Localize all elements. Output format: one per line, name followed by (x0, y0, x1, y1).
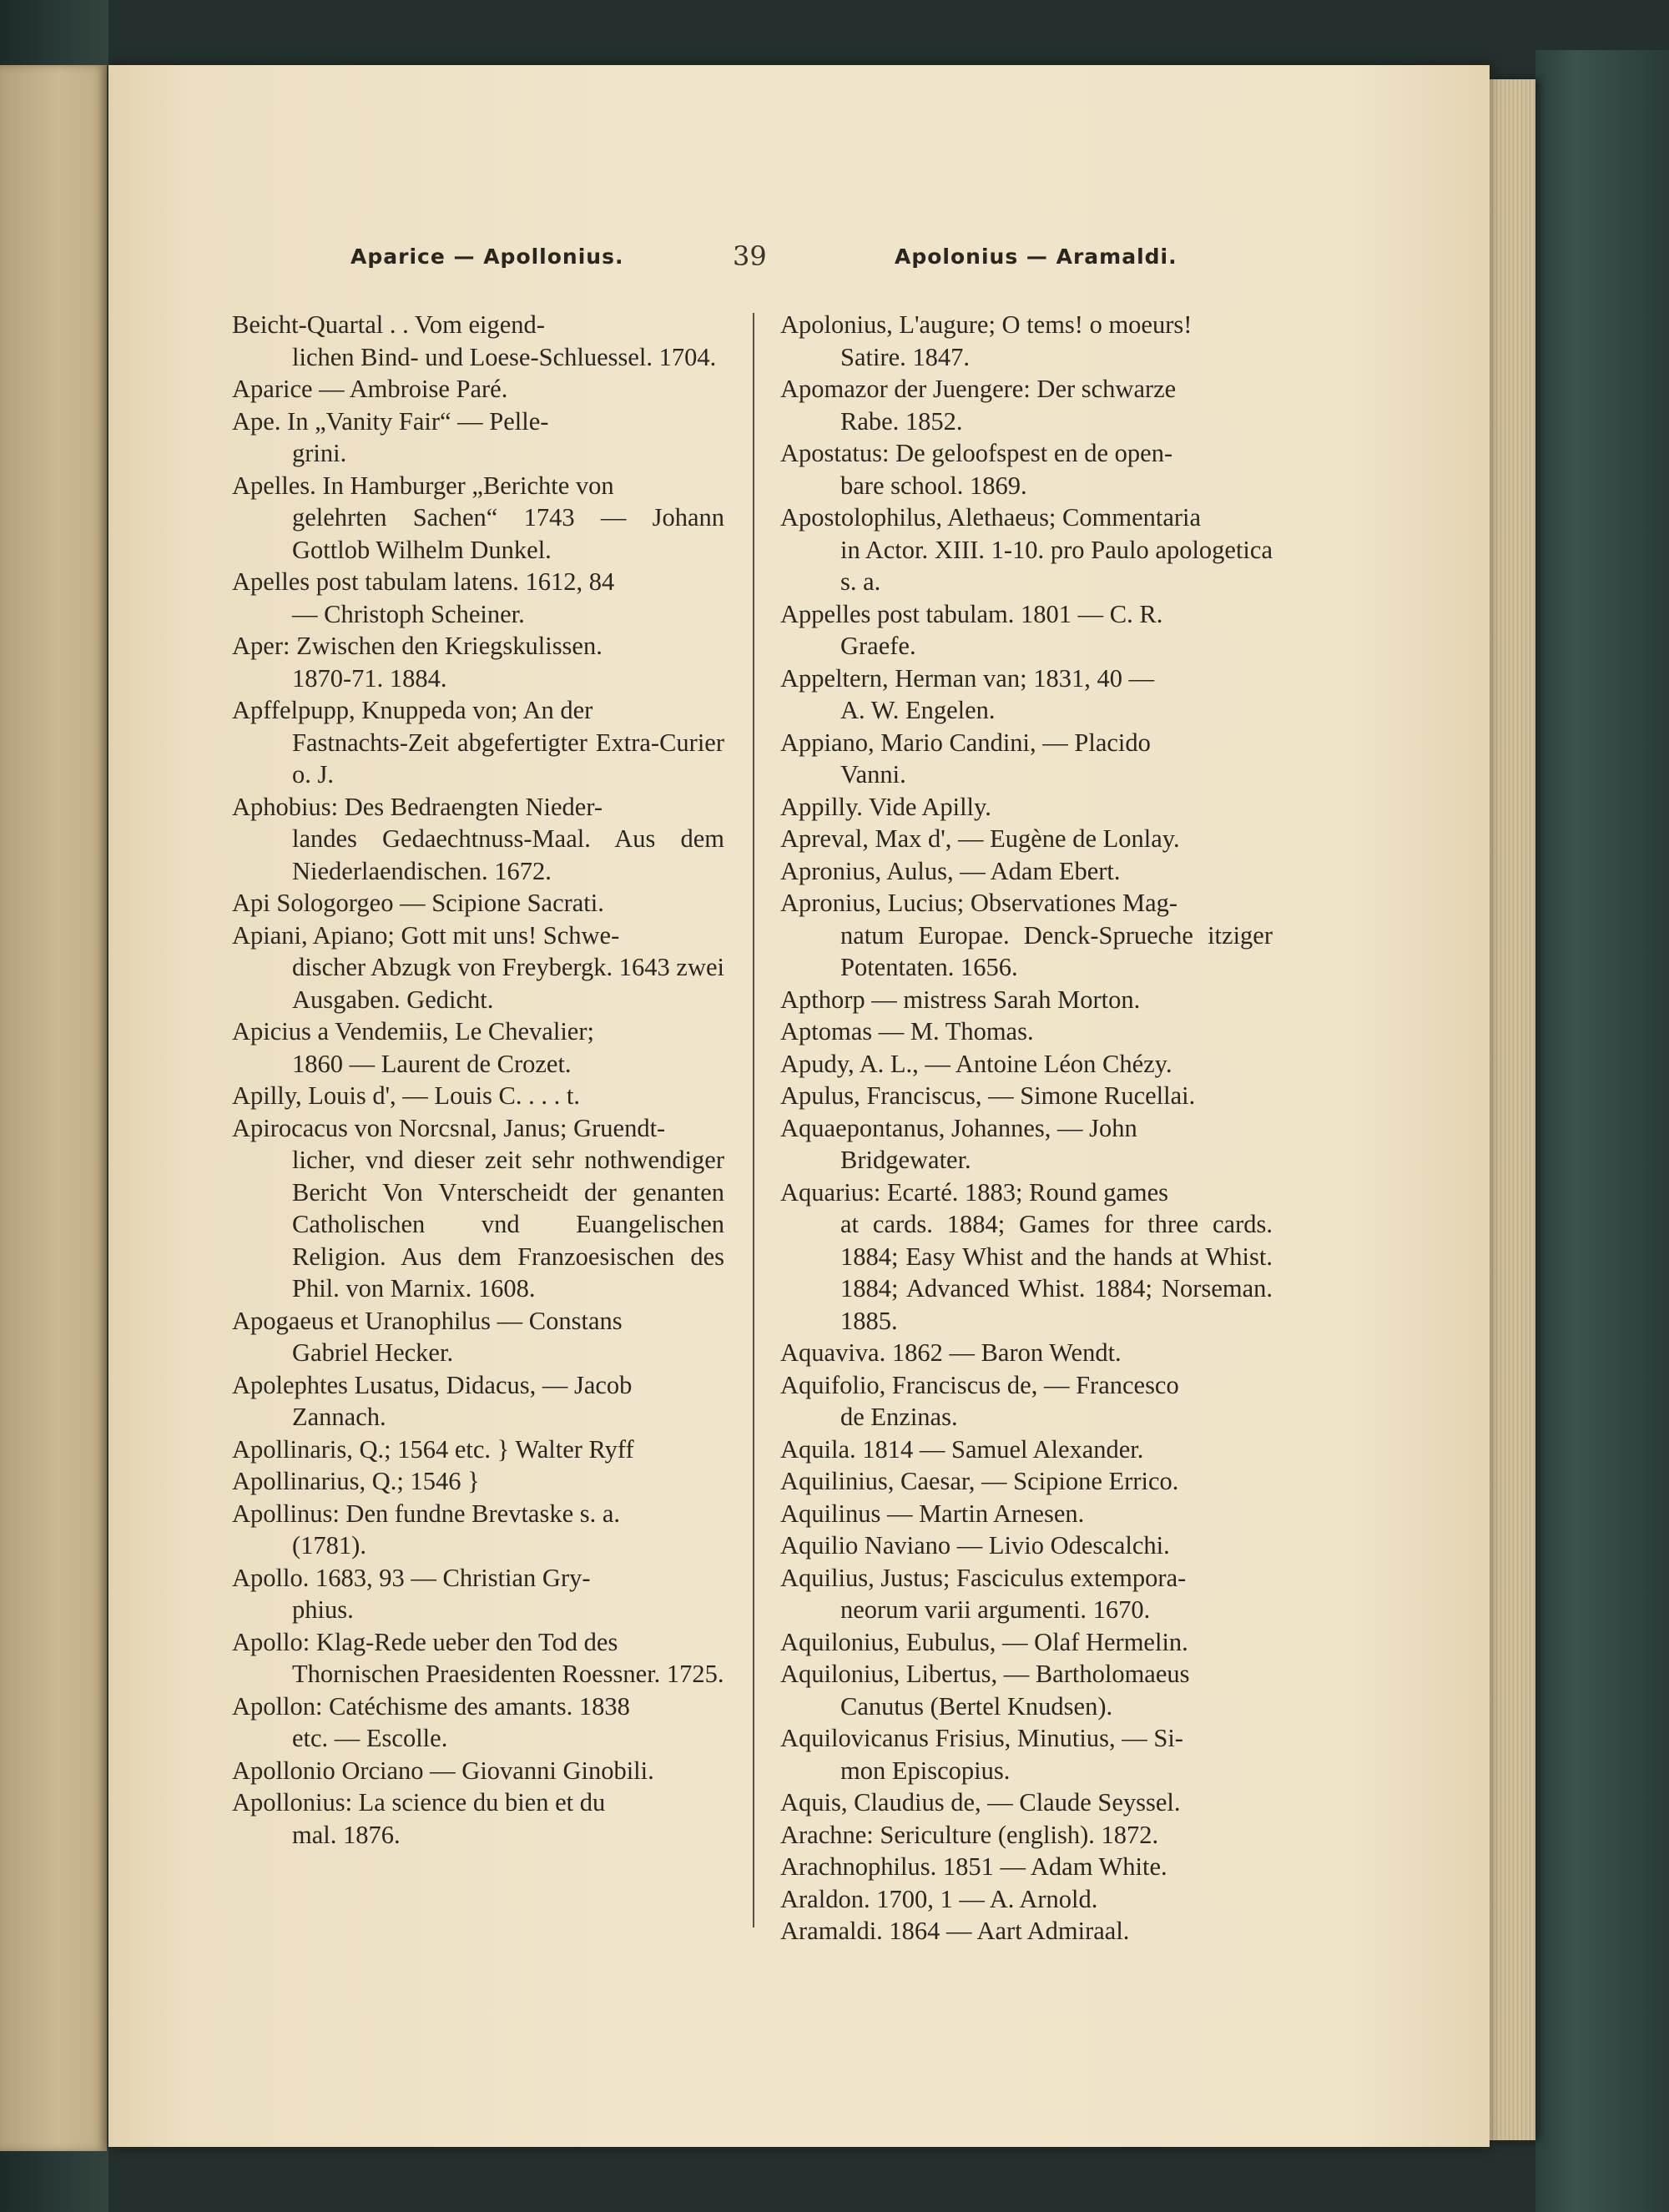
dictionary-entry (780, 1722, 1273, 1786)
entry-first-line: Apogaeus et Uranophilus — Constans (232, 1306, 623, 1335)
entry-continuation: Graefe. (840, 632, 916, 660)
entry-continuation: mal. 1876. (292, 1820, 401, 1849)
dictionary-entry (780, 1015, 1273, 1048)
dictionary-entry (780, 1786, 1273, 1819)
page-number: 39 (733, 240, 767, 272)
entry-first-line: Aquilius, Justus; Fasciculus extempora- (780, 1563, 1187, 1592)
dictionary-entry (780, 1177, 1273, 1338)
entry-continuation: at cards. 1884; Games for three cards. 1884; Easy Whist and the hands at Whist. 1884; Advanced Whist. 1884; Norseman. 1885. (840, 1210, 1273, 1335)
entry-first-line: Api Sologorgeo — Scipione Sacrati. (232, 889, 604, 917)
entry-first-line: Apollinus: Den fundne Brevtaske s. a. (232, 1499, 621, 1528)
dictionary-entry (780, 1465, 1273, 1498)
dictionary-entry (232, 1305, 724, 1369)
dictionary-entry (232, 373, 724, 406)
dictionary-entry (232, 1498, 724, 1562)
column-divider (753, 313, 754, 1927)
dictionary-entry (232, 630, 724, 694)
dictionary-entry (232, 566, 724, 630)
entry-first-line: Aquarius: Ecarté. 1883; Round games (780, 1177, 1169, 1207)
dictionary-entry (232, 1369, 724, 1434)
entry-continuation: Rabe. 1852. (840, 406, 963, 436)
entry-first-line: Aquilinius, Caesar, — Scipione Errico. (780, 1467, 1179, 1495)
entry-first-line: Apilly, Louis d', — Louis C. . . . t. (232, 1081, 580, 1110)
entry-continuation: lichen Bind- und Loese-Schluessel. 1704. (292, 342, 717, 371)
entry-first-line: Apiani, Apiano; Gott mit uns! Schwe- (232, 920, 620, 950)
entry-continuation: 1860 — Laurent de Crozet. (292, 1049, 572, 1078)
dictionary-entry (232, 1015, 724, 1080)
entry-first-line: Aquaviva. 1862 — Baron Wendt. (780, 1338, 1122, 1367)
entry-continuation: Satire. 1847. (840, 342, 971, 371)
dictionary-entry (780, 373, 1273, 437)
entry-continuation: phius. (292, 1595, 354, 1624)
dictionary-entry (780, 727, 1273, 791)
dictionary-entry (780, 598, 1273, 663)
entry-first-line: Apreval, Max d', — Eugène de Lonlay. (780, 824, 1180, 853)
entry-first-line: Apollonio Orciano — Giovanni Ginobili. (232, 1756, 654, 1785)
entry-first-line: Aquila. 1814 — Samuel Alexander. (780, 1434, 1144, 1464)
dictionary-entry (780, 1498, 1273, 1530)
entry-continuation: Thornischen Praesidenten Roessner. 1725. (292, 1660, 724, 1688)
entry-first-line: Apomazor der Juengere: Der schwarze (780, 375, 1177, 403)
dictionary-entry (780, 1369, 1273, 1434)
dictionary-entry (232, 1434, 724, 1466)
entry-first-line: Aquilonius, Eubulus, — Olaf Hermelin. (780, 1627, 1188, 1656)
entry-continuation: (1781). (292, 1531, 366, 1559)
entry-first-line: Apolephtes Lusatus, Didacus, — Jacob (232, 1370, 633, 1399)
dictionary-entry (780, 501, 1273, 598)
entry-continuation: natum Europae. Denck-Sprueche itziger Potentaten. 1656. (840, 920, 1273, 981)
dictionary-entry (780, 791, 1273, 824)
entry-continuation: Gabriel Hecker. (292, 1338, 454, 1367)
dictionary-entry (780, 1883, 1273, 1916)
entry-continuation: landes Gedaechtnuss-Maal. Aus dem Niederlaendischen. 1672. (292, 824, 724, 885)
entry-continuation: — Christoph Scheiner. (292, 599, 525, 628)
running-header-left: Aparice — Apollonius. (350, 244, 624, 269)
entry-first-line: Aquilovicanus Frisius, Minutius, — Si- (780, 1724, 1183, 1752)
entry-first-line: Apthorp — mistress Sarah Morton. (780, 985, 1141, 1014)
dictionary-entry (232, 1465, 724, 1498)
dictionary-entry (232, 1755, 724, 1787)
dictionary-entry (232, 1080, 724, 1112)
entry-first-line: Aramaldi. 1864 — Aart Admiraal. (780, 1917, 1130, 1945)
dictionary-entry (780, 1112, 1273, 1177)
entry-first-line: Apollon: Catéchisme des amants. 1838 (232, 1691, 630, 1721)
entry-continuation: in Actor. XIII. 1-10. pro Paulo apologetica s. a. (840, 535, 1273, 596)
dictionary-entry (780, 1562, 1273, 1626)
entry-first-line: Apronius, Aulus, — Adam Ebert. (780, 856, 1121, 885)
entry-continuation: Zannach. (292, 1403, 386, 1431)
dictionary-entry (780, 437, 1273, 501)
entry-first-line: Apollinarius, Q.; 1546 } (232, 1467, 480, 1495)
entry-first-line: Aquaepontanus, Johannes, — John (780, 1113, 1137, 1142)
entry-first-line: Apostatus: De geloofspest en de open- (780, 439, 1173, 467)
dictionary-entry (780, 1819, 1273, 1852)
entry-continuation: Fastnachts-Zeit abgefertigter Extra-Curier o. J. (292, 728, 724, 789)
entry-first-line: Apollo: Klag-Rede ueber den Tod des (232, 1627, 618, 1656)
running-header-right: Apolonius — Aramaldi. (895, 244, 1177, 269)
entry-first-line: Aptomas — M. Thomas. (780, 1017, 1034, 1046)
entry-first-line: Apffelpupp, Knuppeda von; An der (232, 696, 593, 724)
dictionary-entry (232, 406, 724, 470)
entry-first-line: Apostolophilus, Alethaeus; Commentaria (780, 503, 1202, 532)
entry-continuation: gelehrten Sachen“ 1743 — Johann Gottlob Wilhelm Dunkel. (292, 503, 724, 564)
dictionary-entry (232, 1112, 724, 1305)
dictionary-entry (232, 920, 724, 1016)
dictionary-entry (780, 1080, 1273, 1112)
entry-first-line: Appilly. Vide Apilly. (780, 792, 991, 821)
dictionary-entry (232, 791, 724, 888)
entry-first-line: Apulus, Franciscus, — Simone Rucellai. (780, 1081, 1196, 1110)
dictionary-entry (780, 663, 1273, 727)
dictionary-entry (232, 1626, 724, 1690)
entry-continuation: de Enzinas. (840, 1403, 958, 1431)
dictionary-entry (232, 309, 724, 373)
dictionary-entry (780, 309, 1273, 373)
entry-first-line: Aphobius: Des Bedraengten Nieder- (232, 792, 603, 821)
dictionary-entry (780, 1337, 1273, 1369)
entry-first-line: Apirocacus von Norcsnal, Janus; Gruendt- (232, 1113, 666, 1142)
entry-continuation: 1870-71. 1884. (292, 663, 447, 693)
entry-continuation: mon Episcopius. (840, 1756, 1011, 1785)
dictionary-entry (780, 1851, 1273, 1883)
dictionary-entry (232, 1690, 724, 1755)
dictionary-entry (232, 1786, 724, 1851)
entry-continuation: licher, vnd dieser zeit sehr nothwendiger Bericht Von Vnterscheidt der genanten Catholischen vnd Euangelischen Religion. Aus dem Franzoesischen des Phil. von Marnix. 1608. (292, 1146, 724, 1303)
entry-first-line: Appelles post tabulam. 1801 — C. R. (780, 599, 1163, 628)
dictionary-entry (780, 1048, 1273, 1081)
dictionary-entry (780, 855, 1273, 888)
entry-first-line: Apolonius, L'augure; O tems! o moeurs! (780, 310, 1193, 339)
entry-continuation: bare school. 1869. (840, 471, 1027, 500)
entry-first-line: Aquis, Claudius de, — Claude Seyssel. (780, 1788, 1181, 1816)
dictionary-entry (232, 887, 724, 920)
entry-first-line: Aquilinus — Martin Arnesen. (780, 1499, 1085, 1528)
entry-first-line: Appeltern, Herman van; 1831, 40 — (780, 663, 1155, 693)
entry-first-line: Apudy, A. L., — Antoine Léon Chézy. (780, 1049, 1172, 1078)
dictionary-entry (780, 984, 1273, 1016)
entry-first-line: Araldon. 1700, 1 — A. Arnold. (780, 1884, 1098, 1913)
entry-continuation: Vanni. (840, 760, 906, 789)
entry-continuation: discher Abzugk von Freybergk. 1643 zwei Ausgaben. Gedicht. (292, 953, 724, 1014)
dictionary-entry (780, 887, 1273, 984)
entry-first-line: Aper: Zwischen den Kriegskulissen. (232, 632, 603, 660)
book-cover-right (1535, 50, 1669, 2212)
facing-page-edge (0, 65, 107, 2151)
entry-first-line: Aquifolio, Franciscus de, — Francesco (780, 1370, 1179, 1399)
entry-first-line: Arachnophilus. 1851 — Adam White. (780, 1852, 1167, 1881)
entry-first-line: Aquilio Naviano — Livio Odescalchi. (780, 1531, 1170, 1559)
entry-first-line: Apicius a Vendemiis, Le Chevalier; (232, 1017, 594, 1046)
page-block-edge (1490, 79, 1535, 2140)
entry-first-line: Apelles. In Hamburger „Berichte von (232, 471, 614, 500)
right-column (780, 309, 1273, 1947)
entry-first-line: Aparice — Ambroise Paré. (232, 375, 508, 403)
entry-first-line: Apelles post tabulam latens. 1612, 84 (232, 567, 615, 596)
entry-continuation: Canutus (Bertel Knudsen). (840, 1691, 1113, 1721)
dictionary-entry (232, 1562, 724, 1626)
dictionary-entry (780, 1915, 1273, 1947)
entry-first-line: Apollinaris, Q.; 1564 etc. } Walter Ryff (232, 1434, 634, 1464)
entry-first-line: Beicht-Quartal . . Vom eigend- (232, 310, 545, 339)
entry-continuation: A. W. Engelen. (840, 696, 996, 724)
dictionary-entry (232, 694, 724, 791)
entry-first-line: Apollonius: La science du bien et du (232, 1788, 606, 1816)
entry-first-line: Appiano, Mario Candini, — Placido (780, 728, 1151, 757)
dictionary-entry (780, 823, 1273, 855)
entry-continuation: grini. (292, 439, 347, 467)
entry-first-line: Apronius, Lucius; Observationes Mag- (780, 889, 1178, 917)
dictionary-entry (232, 470, 724, 567)
entry-continuation: neorum varii argumenti. 1670. (840, 1595, 1151, 1624)
entry-continuation: etc. — Escolle. (292, 1724, 448, 1752)
left-column (232, 309, 724, 1851)
entry-first-line: Aquilonius, Libertus, — Bartholomaeus (780, 1660, 1190, 1688)
entry-first-line: Ape. In „Vanity Fair“ — Pelle- (232, 406, 549, 436)
dictionary-entry (780, 1529, 1273, 1562)
entry-continuation: Bridgewater. (840, 1146, 971, 1174)
dictionary-entry (780, 1626, 1273, 1659)
entry-first-line: Apollo. 1683, 93 — Christian Gry- (232, 1563, 591, 1592)
dictionary-entry (780, 1434, 1273, 1466)
dictionary-entry (780, 1658, 1273, 1722)
entry-first-line: Arachne: Sericulture (english). 1872. (780, 1820, 1159, 1849)
